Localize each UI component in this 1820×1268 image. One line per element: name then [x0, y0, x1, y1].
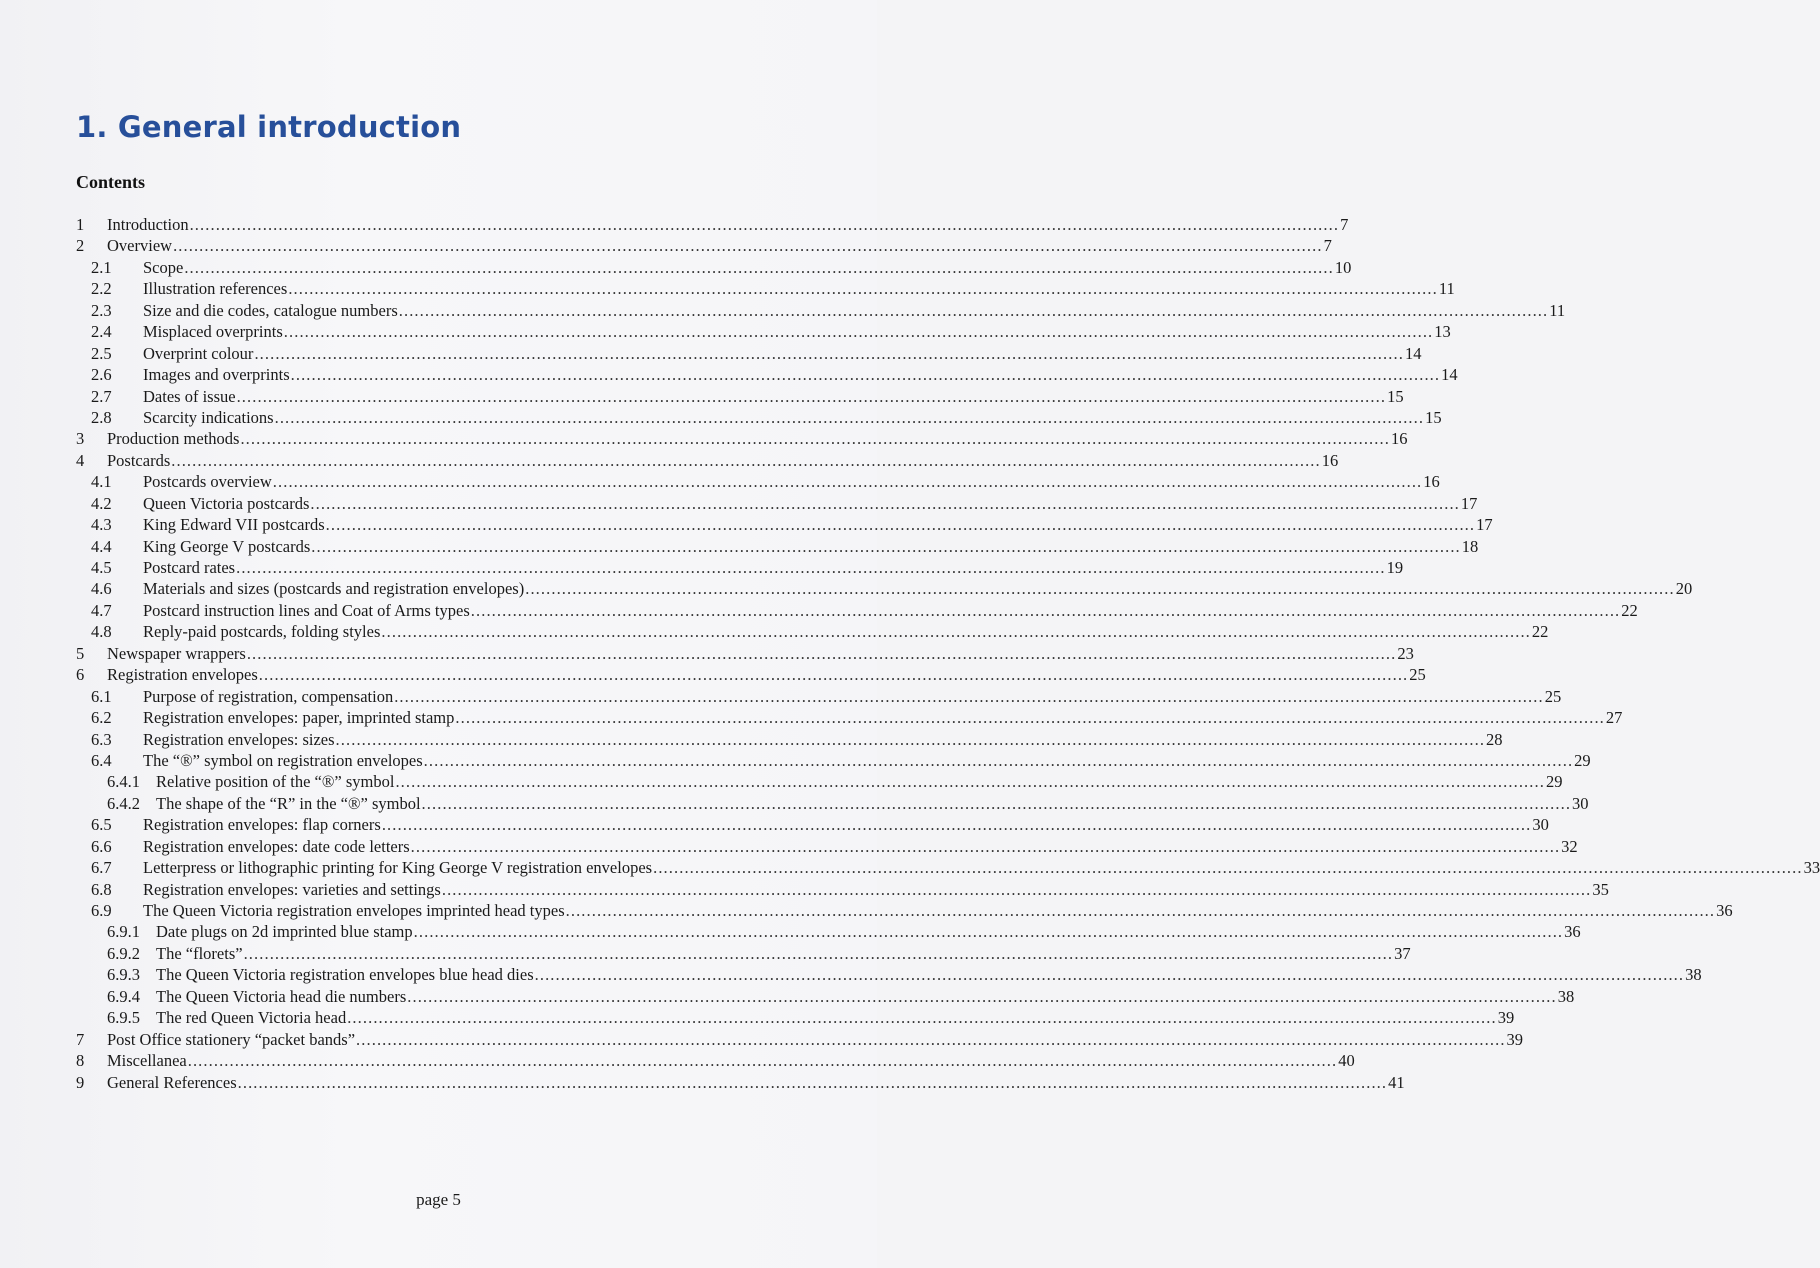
toc-entry-label: Misplaced overprints	[143, 322, 283, 342]
toc-dot-leader: ............................................................................................................................................................................................................................	[410, 836, 1561, 856]
toc-entry-page: 37	[1394, 943, 1411, 963]
toc-entry[interactable]	[76, 1050, 1355, 1071]
toc-dot-leader: ............................................................................................................................................................................................................................	[407, 986, 1557, 1006]
toc-entry-label: Postcard rates	[143, 558, 236, 577]
toc-entry-label: The Queen Victoria registration envelopes blue head dies	[156, 965, 534, 985]
toc-entry-number: 6.9.2	[107, 943, 140, 963]
toc-dot-leader: ............................................................................................................................................................................................................................	[288, 279, 1438, 299]
toc-entry[interactable]	[76, 407, 1442, 428]
toc-entry-label: Scarcity indications	[143, 407, 274, 427]
toc-dot-leader: ............................................................................................................................................................................................................................	[398, 300, 1549, 320]
toc-entry-number: 6.8	[91, 879, 112, 899]
toc-entry[interactable]	[76, 964, 1702, 985]
toc-entry-page: 25	[1544, 686, 1562, 706]
toc-entry-page: 14	[1404, 343, 1422, 363]
toc-entry[interactable]	[76, 814, 1549, 835]
toc-entry-page: 36	[1564, 922, 1581, 942]
toc-entry-label: Miscellanea	[107, 1051, 187, 1071]
toc-dot-leader: ............................................................................................................................................................................................................................	[246, 643, 1397, 663]
toc-dot-leader: ............................................................................................................................................................................................................................	[173, 236, 1323, 256]
toc-entry-label: The Queen Victoria head die numbers	[156, 986, 407, 1006]
toc-dot-leader: ............................................................................................................................................................................................................................	[283, 322, 1434, 342]
toc-entry-label: Introduction	[107, 215, 189, 234]
toc-entry-page: 22	[1531, 622, 1549, 642]
toc-entry-page: 16	[1390, 429, 1408, 449]
toc-dot-leader: ............................................................................................................................................................................................................................	[395, 772, 1545, 792]
toc-dot-leader: ............................................................................................................................................................................................................................	[470, 600, 1621, 620]
toc-entry-number: 1	[76, 215, 85, 234]
toc-entry-label: The red Queen Victoria head	[156, 1008, 347, 1028]
toc-entry-page: 7	[1323, 236, 1332, 256]
toc-entry[interactable]	[76, 750, 1591, 771]
toc-entry-page: 13	[1434, 322, 1451, 342]
toc-entry-label: Postcards	[107, 450, 171, 470]
toc-entry[interactable]	[76, 836, 1578, 857]
toc-entry-page: 30	[1572, 793, 1589, 813]
toc-entry-page: 15	[1387, 386, 1404, 406]
toc-entry-number: 2.3	[91, 300, 112, 320]
toc-entry-label: Post Office stationery “packet bands”	[107, 1029, 356, 1049]
toc-entry-label: King Edward VII postcards	[143, 515, 325, 535]
toc-entry-number: 6.7	[91, 858, 112, 878]
toc-entry-label: King George V postcards	[143, 536, 311, 556]
toc-entry-label: Reply-paid postcards, folding styles	[143, 622, 381, 642]
toc-dot-leader: ............................................................................................................................................................................................................................	[187, 1051, 1338, 1071]
toc-entry-page: 29	[1545, 772, 1563, 792]
toc-entry[interactable]	[76, 600, 1638, 621]
toc-entry[interactable]	[76, 450, 1339, 471]
toc-entry-number: 6.9	[91, 901, 112, 920]
toc-entry[interactable]	[76, 257, 1352, 278]
toc-entry-label: Scope	[143, 257, 184, 277]
toc-entry-label: Registration envelopes: date code letters	[143, 836, 410, 856]
toc-dot-leader: ............................................................................................................................................................................................................................	[274, 407, 1425, 427]
toc-dot-leader: ............................................................................................................................................................................................................................	[653, 858, 1803, 878]
toc-entry-label: Registration envelopes: flap corners	[143, 815, 381, 835]
toc-entry[interactable]	[76, 664, 1426, 685]
toc-dot-leader: ............................................................................................................................................................................................................................	[237, 1072, 1388, 1092]
toc-entry[interactable]	[76, 686, 1562, 707]
toc-entry-number: 2.5	[91, 343, 112, 363]
toc-dot-leader: ............................................................................................................................................................................................................................	[394, 686, 1544, 706]
toc-entry-label: Purpose of registration, compensation	[143, 686, 394, 706]
toc-entry-page: 20	[1675, 579, 1693, 599]
toc-entry-label: Postcards overview	[143, 472, 272, 492]
toc-entry-number: 2.4	[91, 322, 112, 342]
toc-entry-label: Postcard instruction lines and Coat of Arms types	[143, 600, 470, 620]
toc-entry-number: 4.5	[91, 558, 112, 577]
toc-entry-page: 39	[1506, 1029, 1524, 1049]
toc-entry-number: 3	[76, 429, 85, 449]
toc-dot-leader: ............................................................................................................................................................................................................................	[236, 558, 1386, 577]
toc-entry-number: 8	[76, 1051, 85, 1071]
toc-entry-label: Overprint colour	[143, 343, 254, 363]
toc-entry-label: Materials and sizes (postcards and registration envelopes)	[143, 579, 525, 599]
toc-entry-label: The “®” symbol on registration envelopes	[143, 750, 423, 770]
toc-entry[interactable]	[76, 214, 1349, 235]
toc-entry-number: 4.2	[91, 493, 112, 513]
toc-entry-number: 4.3	[91, 515, 112, 535]
toc-entry-number: 6.1	[91, 686, 112, 706]
toc-dot-leader: ............................................................................................................................................................................................................................	[254, 343, 1404, 363]
toc-entry-number: 4.7	[91, 600, 112, 620]
toc-entry-number: 6.9.1	[107, 922, 140, 942]
toc-entry-label: Overview	[107, 236, 173, 256]
toc-entry-number: 2.7	[91, 386, 112, 406]
toc-entry-number: 6.2	[91, 708, 112, 728]
toc-entry-label: Date plugs on 2d imprinted blue stamp	[156, 922, 413, 942]
toc-entry-label: Registration envelopes: paper, imprinted stamp	[143, 708, 455, 728]
toc-dot-leader: ............................................................................................................................................................................................................................	[335, 729, 1486, 749]
toc-entry[interactable]	[76, 428, 1408, 449]
toc-dot-leader: ............................................................................................................................................................................................................................	[381, 622, 1531, 642]
page-number-footer: page 5	[416, 1190, 461, 1209]
toc-dot-leader: ............................................................................................................................................................................................................................	[240, 429, 1390, 449]
contents-heading: Contents	[76, 172, 146, 192]
toc-dot-leader: ............................................................................................................................................................................................................................	[325, 515, 1476, 535]
toc-dot-leader: ............................................................................................................................................................................................................................	[356, 1029, 1506, 1049]
toc-entry[interactable]	[76, 471, 1440, 492]
toc-entry-number: 9	[76, 1072, 85, 1092]
toc-entry-number: 6.5	[91, 815, 112, 835]
toc-dot-leader: ............................................................................................................................................................................................................................	[311, 536, 1461, 556]
toc-dot-leader: ............................................................................................................................................................................................................................	[347, 1008, 1497, 1028]
toc-entry-page: 7	[1340, 215, 1349, 234]
toc-entry-label: Illustration references	[143, 279, 288, 299]
toc-entry[interactable]	[76, 235, 1332, 256]
toc-entry[interactable]	[76, 621, 1549, 642]
toc-entry-page: 39	[1497, 1008, 1515, 1028]
toc-entry-number: 2.1	[91, 257, 112, 277]
toc-entry-page: 11	[1438, 279, 1455, 299]
toc-entry[interactable]	[76, 343, 1422, 364]
toc-entry-page: 15	[1425, 407, 1442, 427]
toc-entry-page: 25	[1409, 665, 1426, 685]
toc-entry[interactable]	[76, 879, 1609, 900]
toc-entry-page: 16	[1423, 472, 1440, 492]
toc-dot-leader: ............................................................................................................................................................................................................................	[258, 665, 1409, 685]
toc-entry-page: 40	[1338, 1051, 1355, 1071]
toc-entry-page: 29	[1574, 750, 1591, 770]
toc-entry-page: 41	[1388, 1072, 1405, 1092]
toc-entry-label: Relative position of the “®” symbol	[156, 772, 395, 792]
toc-entry-page: 17	[1476, 515, 1493, 535]
toc-entry[interactable]	[76, 986, 1575, 1007]
toc-entry-page: 10	[1334, 257, 1352, 277]
toc-entry-page: 30	[1532, 815, 1549, 835]
toc-dot-leader: ............................................................................................................................................................................................................................	[455, 708, 1605, 728]
toc-dot-leader: ............................................................................................................................................................................................................................	[441, 879, 1592, 899]
toc-entry-page: 35	[1592, 879, 1609, 899]
toc-dot-leader: ............................................................................................................................................................................................................................	[184, 257, 1334, 277]
toc-entry-label: Registration envelopes: sizes	[143, 729, 335, 749]
toc-entry[interactable]	[76, 921, 1581, 942]
toc-entry[interactable]	[76, 900, 1733, 921]
toc-entry[interactable]	[76, 943, 1411, 964]
toc-entry-number: 6.4	[91, 750, 112, 770]
toc-entry-page: 16	[1321, 450, 1339, 470]
toc-entry[interactable]	[76, 578, 1693, 599]
toc-entry-number: 6.3	[91, 729, 112, 749]
toc-entry[interactable]	[76, 1007, 1515, 1028]
toc-entry-label: Queen Victoria postcards	[143, 493, 310, 513]
toc-dot-leader: ............................................................................................................................................................................................................................	[421, 793, 1572, 813]
toc-entry[interactable]	[76, 386, 1404, 407]
toc-entry-label: The Queen Victoria registration envelopes imprinted head types	[143, 901, 565, 920]
toc-entry-label: Production methods	[107, 429, 240, 449]
toc-entry-label: Registration envelopes	[107, 665, 258, 685]
toc-entry[interactable]	[76, 493, 1478, 514]
toc-entry-label: General References	[107, 1072, 237, 1092]
toc-dot-leader: ............................................................................................................................................................................................................................	[534, 965, 1685, 985]
page-title: 1. General introduction	[76, 110, 462, 144]
toc-entry-label: Newspaper wrappers	[107, 643, 246, 663]
toc-entry-number: 7	[76, 1029, 85, 1049]
toc-entry-number: 4.1	[91, 472, 112, 492]
toc-entry-number: 6.4.2	[107, 793, 140, 813]
toc-entry[interactable]	[76, 300, 1566, 321]
toc-entry-number: 2.2	[91, 279, 112, 299]
toc-entry-page: 19	[1386, 558, 1404, 577]
toc-dot-leader: ............................................................................................................................................................................................................................	[236, 386, 1387, 406]
toc-entry-number: 6.6	[91, 836, 112, 856]
toc-entry-number: 6	[76, 665, 85, 685]
toc-entry[interactable]	[76, 514, 1493, 535]
toc-entry-page: 33	[1803, 858, 1820, 878]
toc-entry-number: 4.6	[91, 579, 112, 599]
toc-entry[interactable]	[76, 364, 1458, 385]
toc-entry-number: 6.9.4	[107, 986, 140, 1006]
toc-entry-label: Registration envelopes: varieties and settings	[143, 879, 441, 899]
table-of-contents	[76, 214, 1820, 1093]
toc-entry[interactable]	[76, 793, 1589, 814]
toc-entry-label: The shape of the “R” in the “®” symbol	[156, 793, 421, 813]
toc-entry-number: 4.8	[91, 622, 112, 642]
toc-entry-number: 2	[76, 236, 85, 256]
toc-entry-number: 6.9.5	[107, 1008, 140, 1028]
toc-entry-number: 6.9.3	[107, 965, 140, 985]
toc-entry-page: 11	[1549, 300, 1566, 320]
toc-entry-label: Letterpress or lithographic printing for King George V registration envelopes	[143, 858, 653, 878]
toc-entry[interactable]	[76, 536, 1479, 557]
toc-entry[interactable]	[76, 278, 1455, 299]
toc-dot-leader: ............................................................................................................................................................................................................................	[171, 450, 1321, 470]
toc-dot-leader: ............................................................................................................................................................................................................................	[243, 943, 1394, 963]
toc-entry[interactable]	[76, 321, 1451, 342]
toc-entry-label: Size and die codes, catalogue numbers	[143, 300, 398, 320]
toc-entry-page: 18	[1461, 536, 1479, 556]
toc-entry-label: The “florets”	[156, 943, 243, 963]
toc-dot-leader: ............................................................................................................................................................................................................................	[423, 750, 1574, 770]
toc-dot-leader: ............................................................................................................................................................................................................................	[565, 901, 1716, 920]
toc-entry-page: 27	[1605, 708, 1623, 728]
toc-entry[interactable]	[76, 707, 1623, 728]
toc-entry-number: 5	[76, 643, 85, 663]
toc-entry[interactable]	[76, 729, 1503, 750]
toc-dot-leader: ............................................................................................................................................................................................................................	[413, 922, 1564, 942]
toc-entry[interactable]	[76, 771, 1563, 792]
toc-entry-number: 2.6	[91, 365, 112, 385]
toc-entry[interactable]	[76, 857, 1820, 878]
toc-entry-page: 14	[1441, 365, 1458, 385]
toc-entry-page: 23	[1397, 643, 1414, 663]
toc-dot-leader: ............................................................................................................................................................................................................................	[290, 365, 1441, 385]
toc-entry-page: 36	[1716, 901, 1733, 920]
toc-entry[interactable]	[76, 643, 1414, 664]
toc-dot-leader: ............................................................................................................................................................................................................................	[189, 215, 1340, 234]
toc-entry-page: 32	[1561, 836, 1578, 856]
toc-dot-leader: ............................................................................................................................................................................................................................	[381, 815, 1532, 835]
toc-dot-leader: ............................................................................................................................................................................................................................	[272, 472, 1423, 492]
toc-entry-label: Dates of issue	[143, 386, 236, 406]
toc-entry-number: 6.4.1	[107, 772, 140, 792]
toc-entry-page: 22	[1621, 600, 1638, 620]
toc-dot-leader: ............................................................................................................................................................................................................................	[525, 579, 1675, 599]
toc-entry[interactable]	[76, 557, 1404, 578]
toc-entry-page: 38	[1557, 986, 1575, 1006]
toc-entry-page: 38	[1685, 965, 1702, 985]
toc-entry[interactable]	[76, 1029, 1524, 1050]
toc-dot-leader: ............................................................................................................................................................................................................................	[310, 493, 1460, 513]
toc-entry[interactable]	[76, 1072, 1405, 1093]
toc-entry-number: 4.4	[91, 536, 112, 556]
toc-entry-number: 4	[76, 450, 85, 470]
toc-entry-page: 28	[1486, 729, 1503, 749]
toc-entry-label: Images and overprints	[143, 365, 290, 385]
toc-entry-number: 2.8	[91, 407, 112, 427]
toc-entry-page: 17	[1460, 493, 1478, 513]
